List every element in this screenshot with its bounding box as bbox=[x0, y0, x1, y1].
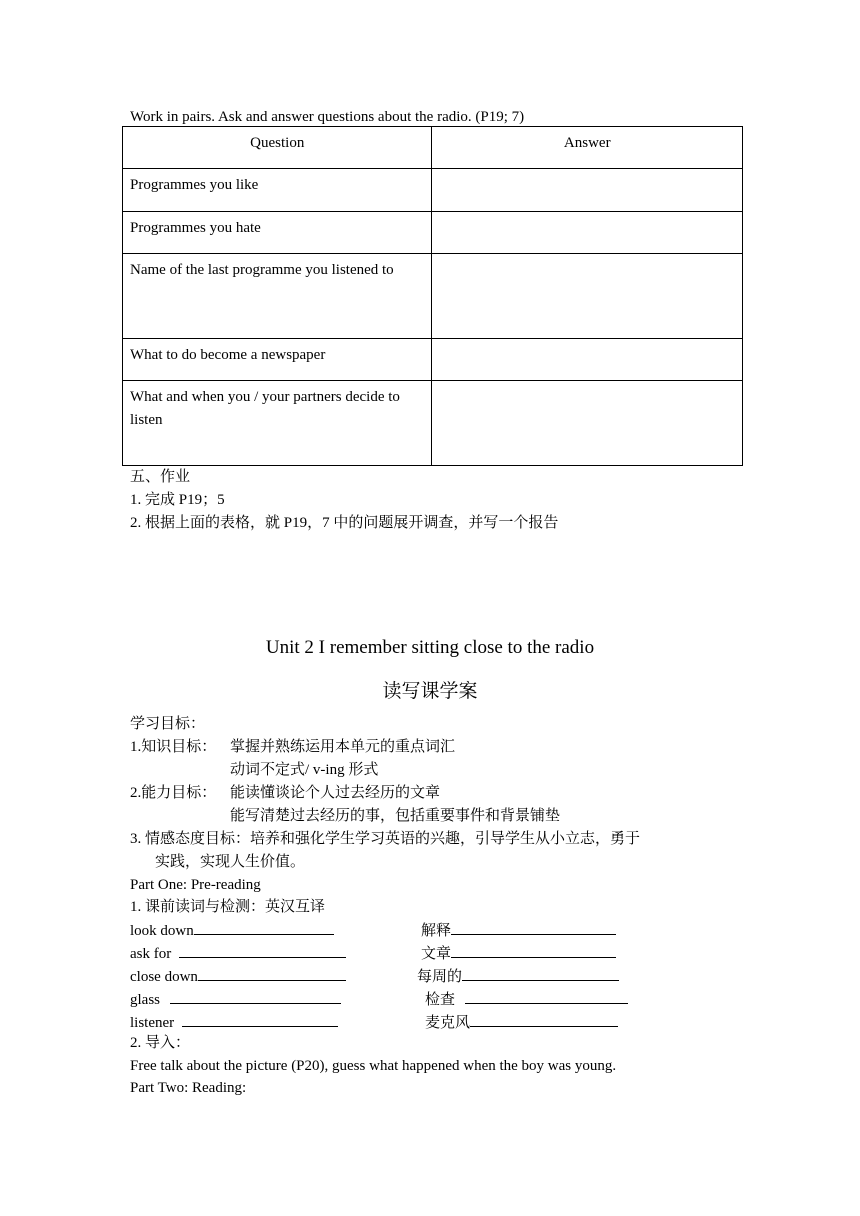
vocab-heading: 1. 课前读词与检测：英汉互译 bbox=[130, 899, 326, 915]
knowledge-line: 动词不定式/ v-ing 形式 bbox=[230, 762, 379, 778]
table-row bbox=[123, 254, 743, 339]
question-cell: What and when you / your partners decide to listen bbox=[123, 381, 432, 466]
knowledge-label: 1.知识目标： bbox=[130, 739, 217, 755]
answer-blank[interactable] bbox=[198, 965, 346, 981]
vocab-item bbox=[421, 919, 616, 942]
vocab-term: glass bbox=[130, 992, 160, 1008]
vocab-term: 检查 bbox=[425, 992, 456, 1008]
unit-title: Unit 2 I remember sitting close to the radio bbox=[265, 637, 595, 658]
answer-blank[interactable] bbox=[462, 965, 619, 981]
vocab-term: 文章 bbox=[421, 946, 452, 962]
answer-blank[interactable] bbox=[170, 988, 341, 1004]
answer-blank[interactable] bbox=[451, 942, 616, 958]
vocab-term: 解释 bbox=[421, 923, 452, 939]
ability-line: 能读懂谈论个人过去经历的文章 bbox=[230, 785, 441, 801]
vocab-term: close down bbox=[130, 969, 198, 985]
vocab-item bbox=[130, 919, 334, 942]
ability-line: 能写清楚过去经历的事，包括重要事件和背景铺垫 bbox=[230, 808, 561, 824]
vocab-item bbox=[425, 1011, 618, 1034]
answer-blank[interactable] bbox=[179, 942, 346, 958]
homework-heading: 五、作业 bbox=[130, 469, 191, 485]
table-row bbox=[123, 381, 743, 466]
answer-cell[interactable] bbox=[432, 339, 743, 381]
emotion-line: 实践，实现人生价值。 bbox=[155, 854, 306, 870]
part-one-heading: Part One: Pre-reading bbox=[130, 877, 261, 893]
table-row bbox=[123, 339, 743, 381]
objectives-heading: 学习目标： bbox=[130, 716, 206, 732]
vocab-item bbox=[130, 965, 346, 988]
knowledge-line: 掌握并熟练运用本单元的重点词汇 bbox=[230, 739, 456, 755]
unit-subtitle: 读写课学案 bbox=[382, 681, 478, 702]
answer-blank[interactable] bbox=[470, 1011, 618, 1027]
homework-item: 1. 完成 P19；5 bbox=[130, 492, 225, 508]
header-answer: Answer bbox=[432, 127, 743, 169]
answer-cell[interactable] bbox=[432, 381, 743, 466]
vocab-item bbox=[130, 942, 346, 965]
part-two-heading: Part Two: Reading: bbox=[130, 1080, 247, 1096]
vocab-item bbox=[425, 988, 628, 1011]
vocab-item bbox=[130, 1011, 338, 1034]
vocab-item bbox=[421, 942, 616, 965]
answer-cell[interactable] bbox=[432, 169, 743, 212]
ability-label: 2.能力目标： bbox=[130, 785, 217, 801]
vocab-term: listener bbox=[130, 1015, 175, 1031]
vocab-term: look down bbox=[130, 923, 194, 939]
answer-cell[interactable] bbox=[432, 212, 743, 254]
lead-in-heading: 2. 导入： bbox=[130, 1035, 191, 1051]
question-cell: Name of the last programme you listened to bbox=[123, 254, 432, 339]
question-cell: What to do become a newspaper bbox=[123, 339, 432, 381]
vocab-item bbox=[130, 988, 341, 1011]
vocab-item bbox=[417, 965, 619, 988]
answer-cell[interactable] bbox=[432, 254, 743, 339]
vocab-term: ask for bbox=[130, 946, 172, 962]
header-question: Question bbox=[123, 127, 432, 169]
table-intro: Work in pairs. Ask and answer questions about the radio. (P19; 7) bbox=[130, 109, 525, 125]
vocab-term: 麦克风 bbox=[425, 1015, 471, 1031]
homework-item: 2. 根据上面的表格，就 P19，7 中的问题展开调查，并写一个报告 bbox=[130, 515, 559, 531]
table-row bbox=[123, 212, 743, 254]
question-cell: Programmes you like bbox=[123, 169, 432, 212]
answer-blank[interactable] bbox=[182, 1011, 338, 1027]
survey-table bbox=[122, 126, 743, 466]
lead-in-text: Free talk about the picture (P20), guess what happened when the boy was young. bbox=[130, 1058, 617, 1074]
vocab-term: 每周的 bbox=[417, 969, 463, 985]
table-header-row bbox=[123, 127, 743, 169]
answer-blank[interactable] bbox=[194, 919, 334, 935]
emotion-line: 3. 情感态度目标：培养和强化学生学习英语的兴趣，引导学生从小立志，勇于 bbox=[130, 831, 641, 847]
answer-blank[interactable] bbox=[451, 919, 616, 935]
table-row bbox=[123, 169, 743, 212]
question-cell: Programmes you hate bbox=[123, 212, 432, 254]
answer-blank[interactable] bbox=[465, 988, 628, 1004]
